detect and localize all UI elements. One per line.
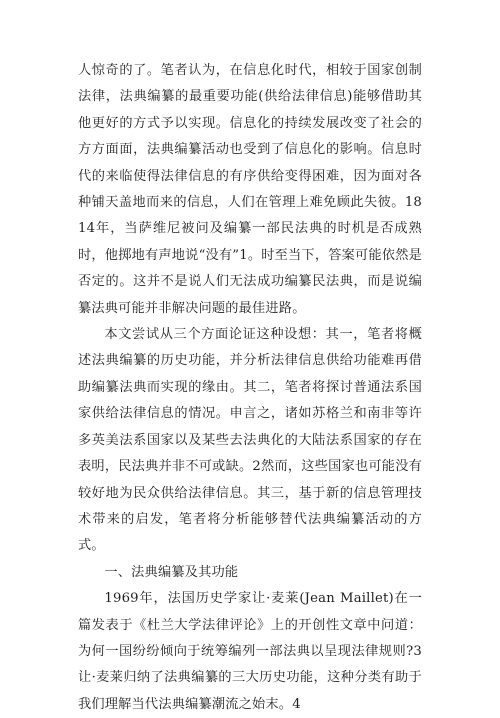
section-heading: 一、法典编纂及其功能 [104,564,239,580]
body-paragraph-3: 1969年，法国历史学家让·麦莱(Jean Maillet)在一篇发表于《杜兰大学法律评论》上的开创性文章中问道：为何一国纷纷倾向于统筹编列一部法典以呈现法律规则?3让·麦莱归纳了法典编纂的三大历史功能，这种分类有助于我们理解当代法典编纂潮流之始末。4 [78,591,422,712]
body-paragraph-1: 人惊奇的了。笔者认为，在信息化时代，相较于国家创制法律，法典编纂的最重要功能(供给法律信息)能够借助其他更好的方式予以实现。信息化的持续发展改变了社会的方方面面，法典编纂活动也受到了信息化的影响。信息时代的来临使得法律信息的有序供给变得困难，因为面对各种铺天盖地而来的信息，人们在管理上难免顾此失彼。1814年，当萨维尼被问及编纂一部民法典的时机是否成熟时，他掷地有声地说“没有”1。时至当下，答案可能依然是否定的。这并不是说人们无法成功编纂民法典，而是说编纂法典可能并非解决问题的最佳进路。 [78,63,422,316]
body-paragraph-2: 本文尝试从三个方面论证这种设想：其一，笔者将概述法典编纂的历史功能，并分析法律信息供给功能难再借助编纂法典而实现的缘由。其二，笔者将探讨普通法系国家供给法律信息的情况。申言之，诸如苏格兰和南非等许多英美法系国家以及某些去法典化的大陆法系国家的存在表明，民法典并非不可或缺。2然而，这些国家也可能没有较好地为民众供给法律信息。其三，基于新的信息管理技术带来的启发，笔者将分析能够替代法典编纂活动的方式。 [78,327,422,554]
document-page [78,58,422,718]
